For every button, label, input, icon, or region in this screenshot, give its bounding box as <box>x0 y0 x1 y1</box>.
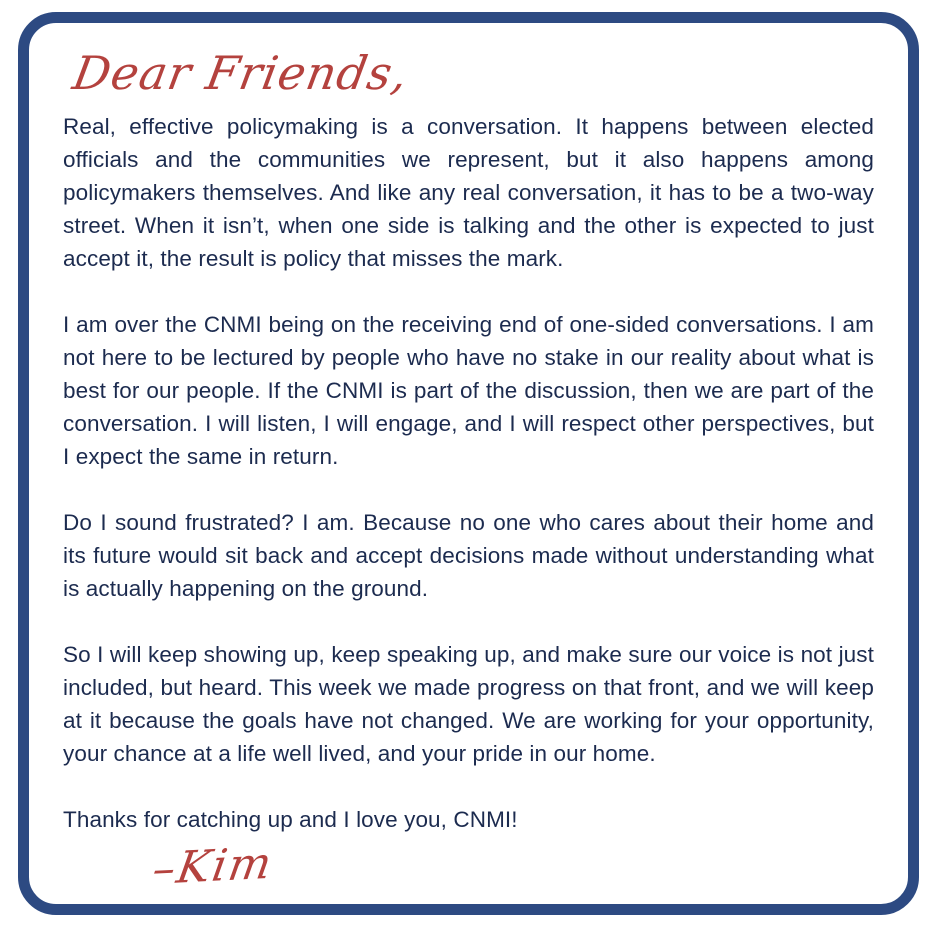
signature-script: –Kim <box>149 837 277 895</box>
salutation-script-heading: Dear Friends, <box>68 46 413 100</box>
letter-paragraph-2: I am over the CNMI being on the receiving end of one-sided conversations. I am not here to be lectured by people who have no stake in our reality about what is best for our people. If the CNMI is part of the discussion, then we are part of the conversation. I will listen, I will engage, and I will respect other perspectives, but I expect the same in return. <box>63 311 874 469</box>
letter-body <box>63 110 874 836</box>
letter-paragraph-4: So I will keep showing up, keep speaking up, and make sure our voice is not just included, but heard. This week we made progress on that front, and we will keep at it because the goals have not changed. We are working for your opportunity, your chance at a life well lived, and your pride in our home. <box>63 641 874 766</box>
letter-card <box>18 12 919 915</box>
letter-paragraph-1: Real, effective policymaking is a conversation. It happens between elected officials and the communities we represent, but it also happens among policymakers themselves. And like any real conversation, it has to be a two-way street. When it isn’t, when one side is talking and the other is expected to just accept it, the result is policy that misses the mark. <box>63 113 874 271</box>
letter-closing-line: Thanks for catching up and I love you, CNMI! <box>63 806 518 832</box>
letter-paragraph-3: Do I sound frustrated? I am. Because no one who cares about their home and its future would sit back and accept decisions made without understanding what is actually happening on the ground. <box>63 509 874 601</box>
